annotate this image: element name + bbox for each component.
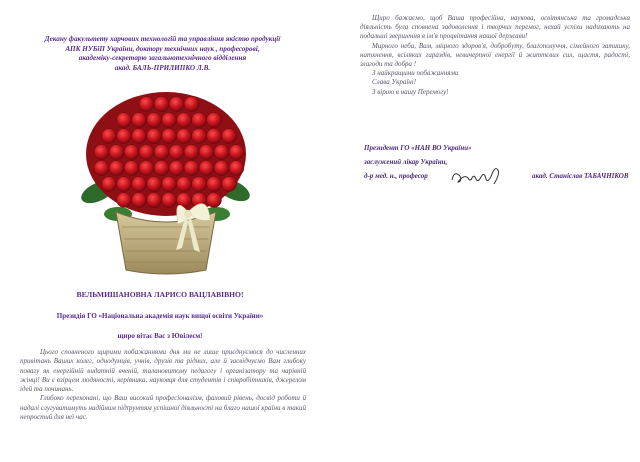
rose-head bbox=[147, 113, 162, 128]
wish-paragraph-2: Мирного неба, Вам, міцного здоров'я, добробуту, благополуччя, сімейного затишку, натхнення, всіляких гараздів, невичерпної енергії й життєвих сил, щастя, радості, злагоди та добра ! bbox=[360, 41, 630, 69]
rose-head bbox=[214, 145, 229, 160]
wish-closing-3: З вірою в нашу Перемогу! bbox=[372, 87, 449, 96]
rose-head bbox=[117, 177, 132, 192]
rose-head bbox=[229, 145, 244, 160]
roses-bouquet-image bbox=[78, 82, 253, 277]
rose-head bbox=[109, 161, 124, 176]
wishes-block bbox=[360, 14, 630, 97]
rose-head bbox=[94, 161, 109, 176]
wish-paragraph-1: Щиро бажаємо, щоб Ваша професійна, наукова, освітянська та громадська діяльність була сповнена задоволення і творчих перемог, нехай успіхи надихають на подальші звершення в ім'я процвітання нашої держави! bbox=[360, 14, 630, 41]
rose-head bbox=[154, 97, 169, 112]
rose-head bbox=[162, 177, 177, 192]
signer-name: акад. Станіслав ТАБАЧНІКОВ bbox=[532, 172, 629, 180]
signature-image bbox=[448, 162, 508, 188]
rose-head bbox=[147, 177, 162, 192]
rose-head bbox=[169, 97, 184, 112]
rose-head bbox=[147, 193, 162, 208]
rose-head bbox=[192, 129, 207, 144]
rose-head bbox=[169, 145, 184, 160]
rose-head bbox=[124, 145, 139, 160]
greeting-body bbox=[20, 348, 306, 422]
rose-head bbox=[139, 145, 154, 160]
rose-head bbox=[139, 97, 154, 112]
salutation: ВЕЛЬМИШАНОВНА ЛАРИСО ВАЦЛАВІВНО! bbox=[76, 290, 244, 299]
rose-head bbox=[207, 129, 222, 144]
rose-head bbox=[162, 193, 177, 208]
addressee-line-3: академіку-секретарю загальнотехнічного відділення bbox=[78, 54, 247, 63]
rose-head bbox=[207, 113, 222, 128]
rose-head bbox=[117, 193, 132, 208]
right-page bbox=[330, 0, 635, 462]
rose-head bbox=[177, 113, 192, 128]
rose-head bbox=[117, 113, 132, 128]
addressee-line-2: АПК НУБіП України, доктору технічних наук , професорові, bbox=[65, 44, 260, 53]
rose-head bbox=[132, 129, 147, 144]
rose-head bbox=[147, 129, 162, 144]
rose-head bbox=[177, 177, 192, 192]
rose-head bbox=[207, 177, 222, 192]
rose-head bbox=[222, 177, 237, 192]
rose-head bbox=[94, 145, 109, 160]
rose-head bbox=[184, 97, 199, 112]
rose-head bbox=[154, 145, 169, 160]
rose-head bbox=[132, 113, 147, 128]
rose-head bbox=[222, 129, 237, 144]
rose-head bbox=[109, 145, 124, 160]
rose-head bbox=[214, 161, 229, 176]
rose-head bbox=[132, 177, 147, 192]
signer-honor: заслужений лікар України, bbox=[364, 158, 448, 166]
rose-head bbox=[184, 145, 199, 160]
presidium-line: Президія ГО «Національна академія наук вищої освіти України» bbox=[56, 312, 264, 320]
rose-head bbox=[192, 177, 207, 192]
rose-head bbox=[139, 161, 154, 176]
greets-line: щиро вітає Вас з Ювілеєм! bbox=[117, 332, 203, 340]
rose-head bbox=[184, 161, 199, 176]
rose-head bbox=[132, 193, 147, 208]
addressee-line-1: Декану факультету харчових технологій та управління якістю продукції bbox=[44, 35, 281, 43]
rose-head bbox=[199, 145, 214, 160]
signer-title: Президент ГО «НАН ВО України» bbox=[364, 144, 472, 152]
rose-head bbox=[102, 129, 117, 144]
wish-closing-1: З найкращими побажаннями bbox=[372, 69, 459, 78]
rose-head bbox=[117, 129, 132, 144]
rose-head bbox=[154, 161, 169, 176]
body-paragraph-2: Глибоко переконані, що Ваш високий професіоналізм, фаховий рівень, досвід роботи й надалі слугуватимуть надійним підґрунтям успішної діяльності на благо нашої країни в такий непростий для неї час. bbox=[20, 394, 306, 422]
addressee-line-4: акад. БАЛЬ-ПРИЛИПКО Л.В. bbox=[114, 63, 211, 72]
wish-closing-2: Слава Україні! bbox=[372, 78, 417, 87]
rose-head bbox=[207, 193, 222, 208]
rose-head bbox=[199, 161, 214, 176]
rose-head bbox=[124, 161, 139, 176]
rose-head bbox=[162, 129, 177, 144]
rose-head bbox=[169, 161, 184, 176]
rose-head bbox=[177, 129, 192, 144]
rose-head bbox=[192, 113, 207, 128]
signer-degree: д-р мед. н., професор bbox=[364, 172, 428, 180]
body-paragraph-1: Цього сповненого щирими побажаннями дня ми не лише приєднуємося до численних привітань Ваших колег, однодумців, учнів, друзів та рідних, але й засвідчуємо Вам глибоку повагу як енергійній видатній вченій, талановитому педагогу і організатору та чарівній жінці! Ви є взірцем людяності, керівника, науковця для студентів і співробітників, джерелом ідей та починань. bbox=[20, 348, 306, 394]
addressee-block bbox=[20, 35, 305, 73]
rose-head bbox=[229, 161, 244, 176]
rose-head bbox=[102, 177, 117, 192]
rose-head bbox=[162, 113, 177, 128]
